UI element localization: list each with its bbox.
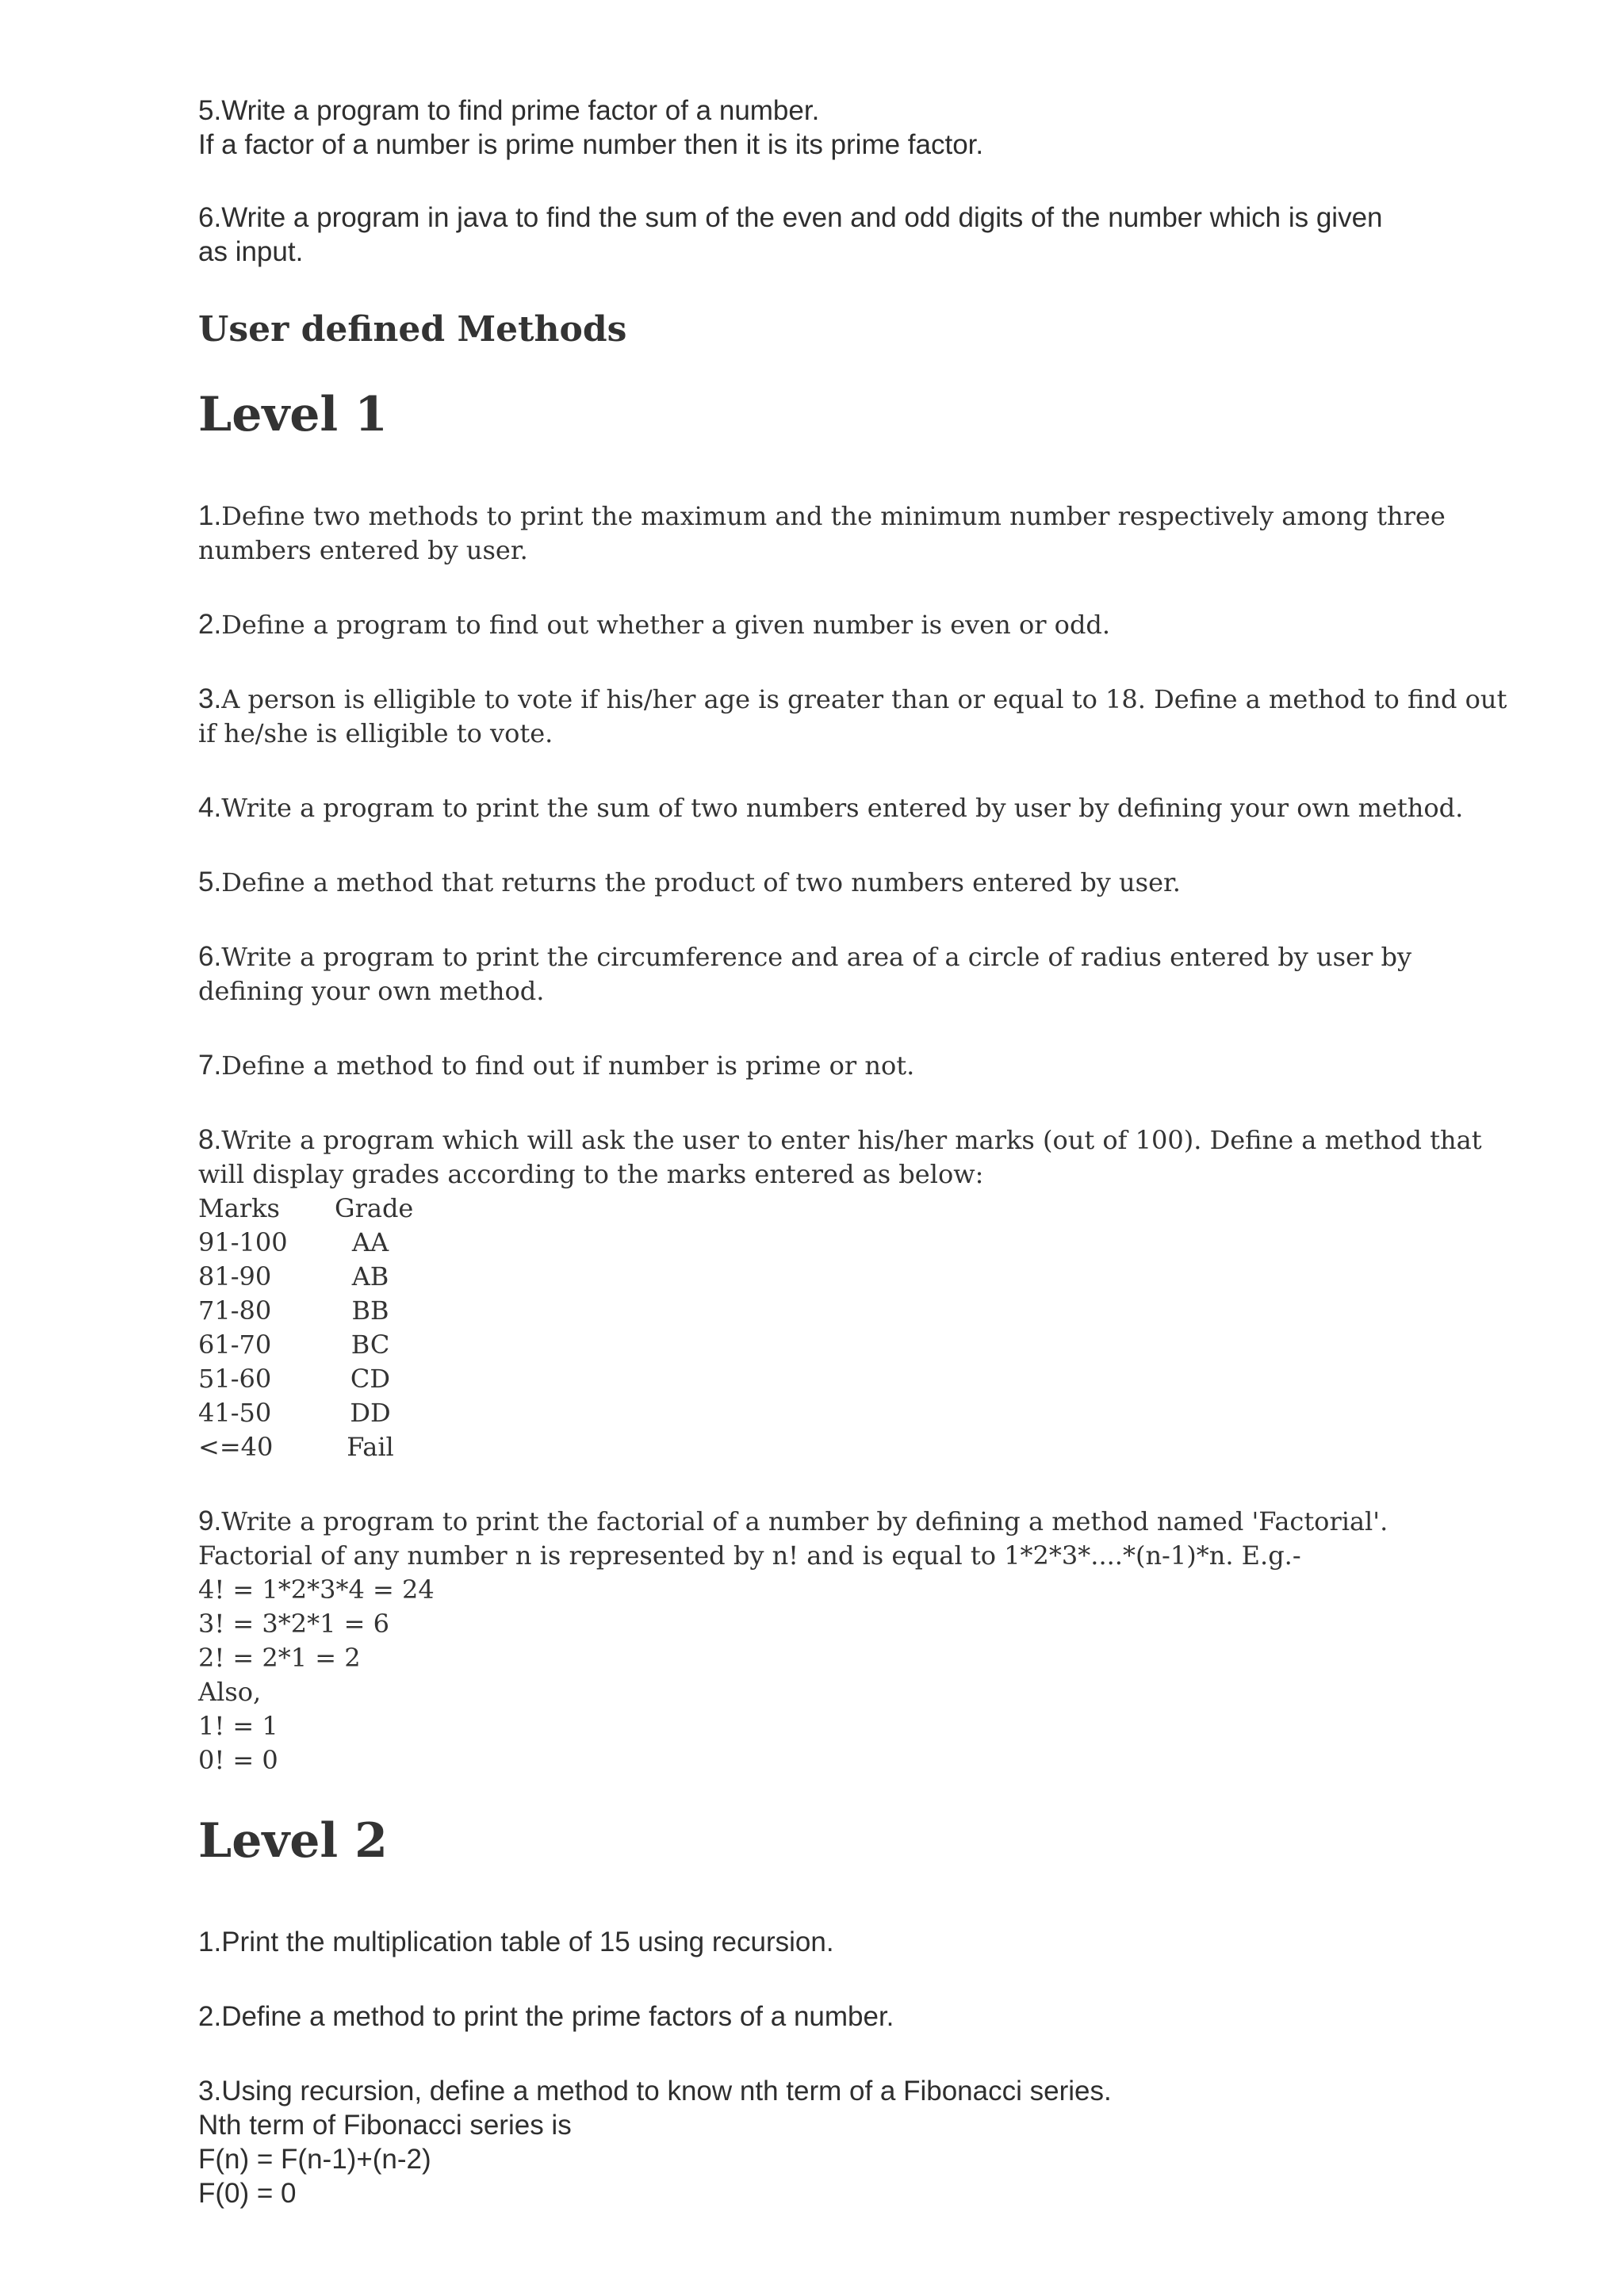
marks-header: Marks: [198, 1193, 280, 1223]
level1-item-9: [198, 1504, 1435, 1777]
item-number: 4.: [198, 792, 222, 823]
top-item-5: [198, 94, 1435, 162]
item-number: 7.: [198, 1050, 222, 1081]
grade-cell: Fail: [347, 1432, 394, 1462]
item-text: defining your own method.: [198, 976, 545, 1006]
grade-table-row: [198, 1226, 1435, 1260]
item-text: will display grades according to the marks entered as below:: [198, 1159, 984, 1189]
level1-item-1: [198, 499, 1446, 568]
item-text: 2! = 2*1 = 2: [198, 1643, 361, 1673]
item-number: 6.: [198, 941, 222, 972]
item-text: 0! = 0: [198, 1745, 278, 1775]
grade-cell: AB: [351, 1261, 389, 1292]
marks-cell: 71-80: [198, 1295, 272, 1326]
marks-cell: 61-70: [198, 1330, 272, 1360]
item-text: numbers entered by user.: [198, 535, 528, 565]
item-text: Define a method that returns the product of two numbers entered by user.: [221, 867, 1181, 897]
item-number: 9.: [198, 1506, 222, 1536]
grade-table-row: [198, 1430, 1435, 1464]
item-number: 1.: [198, 500, 222, 531]
item-text: 3! = 3*2*1 = 6: [198, 1609, 389, 1639]
grade-cell: BB: [351, 1295, 389, 1326]
level1-item-6: [198, 939, 1435, 1008]
level1-item-8: [198, 1123, 1482, 1464]
marks-cell: <=40: [198, 1432, 274, 1462]
item-number: 2.: [198, 609, 222, 640]
level-1-heading: Level 1: [198, 387, 388, 442]
top-item-5-line-2: If a factor of a number is prime number then it is its prime factor.: [198, 129, 984, 160]
marks-cell: 91-100: [198, 1227, 288, 1257]
item-text: 4! = 1*2*3*4 = 24: [198, 1575, 435, 1605]
item-text: F(n) = F(n-1)+(n-2): [198, 2144, 431, 2175]
item-text: Write a program to print the factorial of a number by defining a method named 'Factorial'.: [221, 1506, 1388, 1536]
section-title: User defined Methods: [198, 309, 627, 350]
item-text: Define a method to find out if number is prime or not.: [221, 1050, 915, 1081]
item-text: Factorial of any number n is represented by n! and is equal to 1*2*3*....*(n-1)*n. E.g.-: [198, 1540, 1301, 1571]
item-text: F(0) = 0: [198, 2178, 297, 2209]
item-number: 5.: [198, 867, 222, 897]
grade-table-row: [198, 1294, 1435, 1328]
document-content: [198, 94, 1507, 2210]
item-text: Write a program to print the sum of two numbers entered by user by defining your own method.: [221, 793, 1464, 823]
marks-cell: 51-60: [198, 1364, 272, 1394]
grade-header: Grade: [335, 1193, 414, 1223]
item-text: if he/she is elligible to vote.: [198, 718, 553, 748]
grade-cell: AA: [351, 1227, 389, 1257]
level1-item-2: [198, 607, 1435, 642]
grade-table: [198, 1192, 1435, 1464]
grade-table-row: [198, 1260, 1435, 1294]
marks-cell: 41-50: [198, 1398, 272, 1428]
level2-item-3: [198, 2074, 1435, 2210]
level1-item-5: [198, 865, 1435, 900]
top-item-5-line-1: 5.Write a program to find prime factor of a number.: [198, 95, 820, 126]
marks-cell: 81-90: [198, 1261, 272, 1292]
grade-table-row: [198, 1362, 1435, 1396]
item-text: Write a program to print the circumference and area of a circle of radius entered by user by: [221, 942, 1412, 972]
grade-cell: BC: [350, 1330, 390, 1360]
grade-cell: DD: [350, 1398, 391, 1428]
item-text: Nth term of Fibonacci series is: [198, 2110, 572, 2141]
item-text: 2.Define a method to print the prime factors of a number.: [198, 2001, 894, 2032]
top-item-6-line-2: as input.: [198, 236, 304, 267]
item-number: 8.: [198, 1124, 222, 1155]
item-text: Define a program to find out whether a given number is even or odd.: [221, 610, 1111, 640]
item-text: 1.Print the multiplication table of 15 using recursion.: [198, 1927, 834, 1957]
level1-item-3: [198, 682, 1507, 751]
item-number: 3.: [198, 683, 222, 714]
level2-item-1: [198, 1925, 1435, 1959]
item-text: Write a program which will ask the user to enter his/her marks (out of 100). Define a method that: [221, 1125, 1482, 1155]
level2-item-2: [198, 1999, 1435, 2034]
item-text: 1! = 1: [198, 1711, 278, 1741]
grade-table-row: [198, 1328, 1435, 1362]
level1-item-7: [198, 1048, 1435, 1083]
level-2-heading: Level 2: [198, 1813, 388, 1869]
item-text: Define two methods to print the maximum and the minimum number respectively among three: [221, 501, 1446, 531]
top-item-6: [198, 201, 1435, 269]
top-item-6-line-1: 6.Write a program in java to find the sum of the even and odd digits of the number which is given: [198, 202, 1383, 233]
grade-cell: CD: [350, 1364, 391, 1394]
level1-item-4: [198, 790, 1464, 825]
grade-table-row: [198, 1396, 1435, 1430]
item-text: A person is elligible to vote if his/her age is greater than or equal to 18. Define a method to find out: [221, 684, 1507, 714]
grade-table-header: [198, 1192, 1435, 1226]
item-text: 3.Using recursion, define a method to know nth term of a Fibonacci series.: [198, 2076, 1112, 2107]
item-text: Also,: [198, 1677, 262, 1707]
